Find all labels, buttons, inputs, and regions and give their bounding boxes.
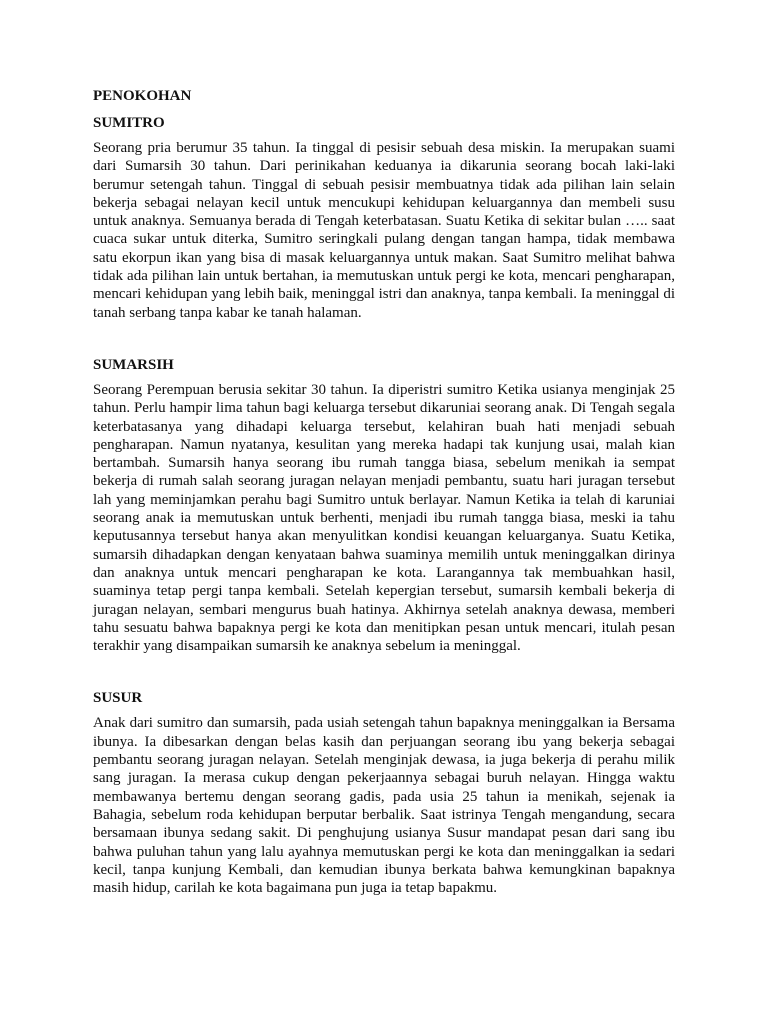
document-page bbox=[93, 86, 675, 897]
section-heading-susur: SUSUR bbox=[93, 690, 143, 707]
section-sumarsih bbox=[93, 355, 675, 655]
section-body-sumarsih: Seorang Perempuan berusia sekitar 30 tahun. Ia diperistri sumitro Ketika usianya menginjak 25 tahun. Perlu hampir lima tahun bagi keluarga tersebut dikaruniai seorang anak. Di Tengah segala keterbatasanya yang dihadapi keluarga tersebut, kelahiran buah hati menjadi sebuah pengharapan. Namun nyatanya, kesulitan yang mereka hadapi tak kunjung usai, malah kian bertambah. Sumarsih hanya seorang ibu rumah tangga biasa, sebelum menikah ia sempat bekerja di rumah salah seorang juragan nelayan menjadi pembantu, suatu hari juragan tersebut lah yang meminjamkan perahu bagi Sumitro untuk berlayar. Namun Ketika ia telah di karuniai seorang anak ia memutuskan untuk berhenti, menjadi ibu rumah tangga biasa, meski ia tahu keputusannya tersebut hanya akan menyulitkan kondisi keuangan keluarganya. Suatu Ketika, sumarsih dihadapkan dengan kenyataan bahwa suaminya memilih untuk meninggalkan dirinya dan anaknya untuk mencari pengharapan ke kota. Larangannya tak membuahkan hasil, suaminya tetap pergi tanpa kembali. Setelah kepergian tersebut, sumarsih kembali bekerja di juragan nelayan, sembari mengurus buah hatinya. Akhirnya setelah anaknya dewasa, memberi tahu sesuatu bahwa bapaknya pergi ke kota dan menitipkan pesan untuk mencari, itulah pesan terakhir yang disampaikan sumarsih ke anaknya sebelum ia meninggal. bbox=[93, 381, 675, 655]
document-title: PENOKOHAN bbox=[93, 88, 192, 104]
section-body-sumitro: Seorang pria berumur 35 tahun. Ia tinggal di pesisir sebuah desa miskin. Ia merupakan suami dari Sumarsih 30 tahun. Dari perinikahan keduanya ia dikarunia seorang bocah laki-laki berumur setengah tahun. Tinggal di sebuah pesisir membuatnya tidak ada pilihan lain selain bekerja sebagai nelayan kecil untuk mencukupi kehidupan keluargannya dan membeli susu untuk anaknya. Semuanya berada di Tengah keterbatasan. Suatu Ketika di sekitar bulan ….. saat cuaca sukar untuk diterka, Sumitro seringkali pulang dengan tangan hampa, tidak membawa satu ekorpun ikan yang bisa di masak keluargannya untuk makan. Saat Sumitro melihat bahwa tidak ada pilihan lain untuk bertahan, ia memutuskan untuk pergi ke kota, mencari pengharapan, mencari kehidupan yang lebih baik, meninggal istri dan anaknya, tanpa kembali. Ia meninggal di tanah serbang tanpa kabar ke tanah halaman. bbox=[93, 140, 675, 321]
section-heading-sumarsih: SUMARSIH bbox=[93, 356, 174, 373]
section-sumitro bbox=[93, 113, 675, 322]
section-spacer bbox=[93, 322, 675, 355]
section-spacer bbox=[93, 655, 675, 688]
section-susur bbox=[93, 688, 675, 897]
section-heading-sumitro: SUMITRO bbox=[93, 115, 165, 131]
section-body-susur: Anak dari sumitro dan sumarsih, pada usiah setengah tahun bapaknya meninggalkan ia Bersama ibunya. Ia dibesarkan dengan belas kasih dan perjuangan seorang ibu yang bekerja sebagai pembantu seorang juragan nelayan. Setelah menginjak dewasa, ia juga bekerja di perahu milik sang juragan. Ia merasa cukup dengan pekerjaannya sebagai buruh nelayan. Hingga waktu membawanya bertemu dengan seorang gadis, pada usia 25 tahun ia menikah, sejenak ia Bahagia, sebelum roda kehidupan berputar berbalik. Saat istrinya Tengah mengandung, secara bersamaan ibunya sedang sakit. Di penghujung usianya Susur mandapat pesan dari sang ibu bahwa puluhan tahun yang lalu ayahnya memutuskan pergi ke kota dan meninggalkan ia sedari kecil, tanpa kunjung Kembali, dan kemudian ibunya berkata bahwa kemungkinan bapaknya masih hidup, carilah ke kota bagaimana pun juga ia tetap bapakmu. bbox=[93, 715, 675, 897]
